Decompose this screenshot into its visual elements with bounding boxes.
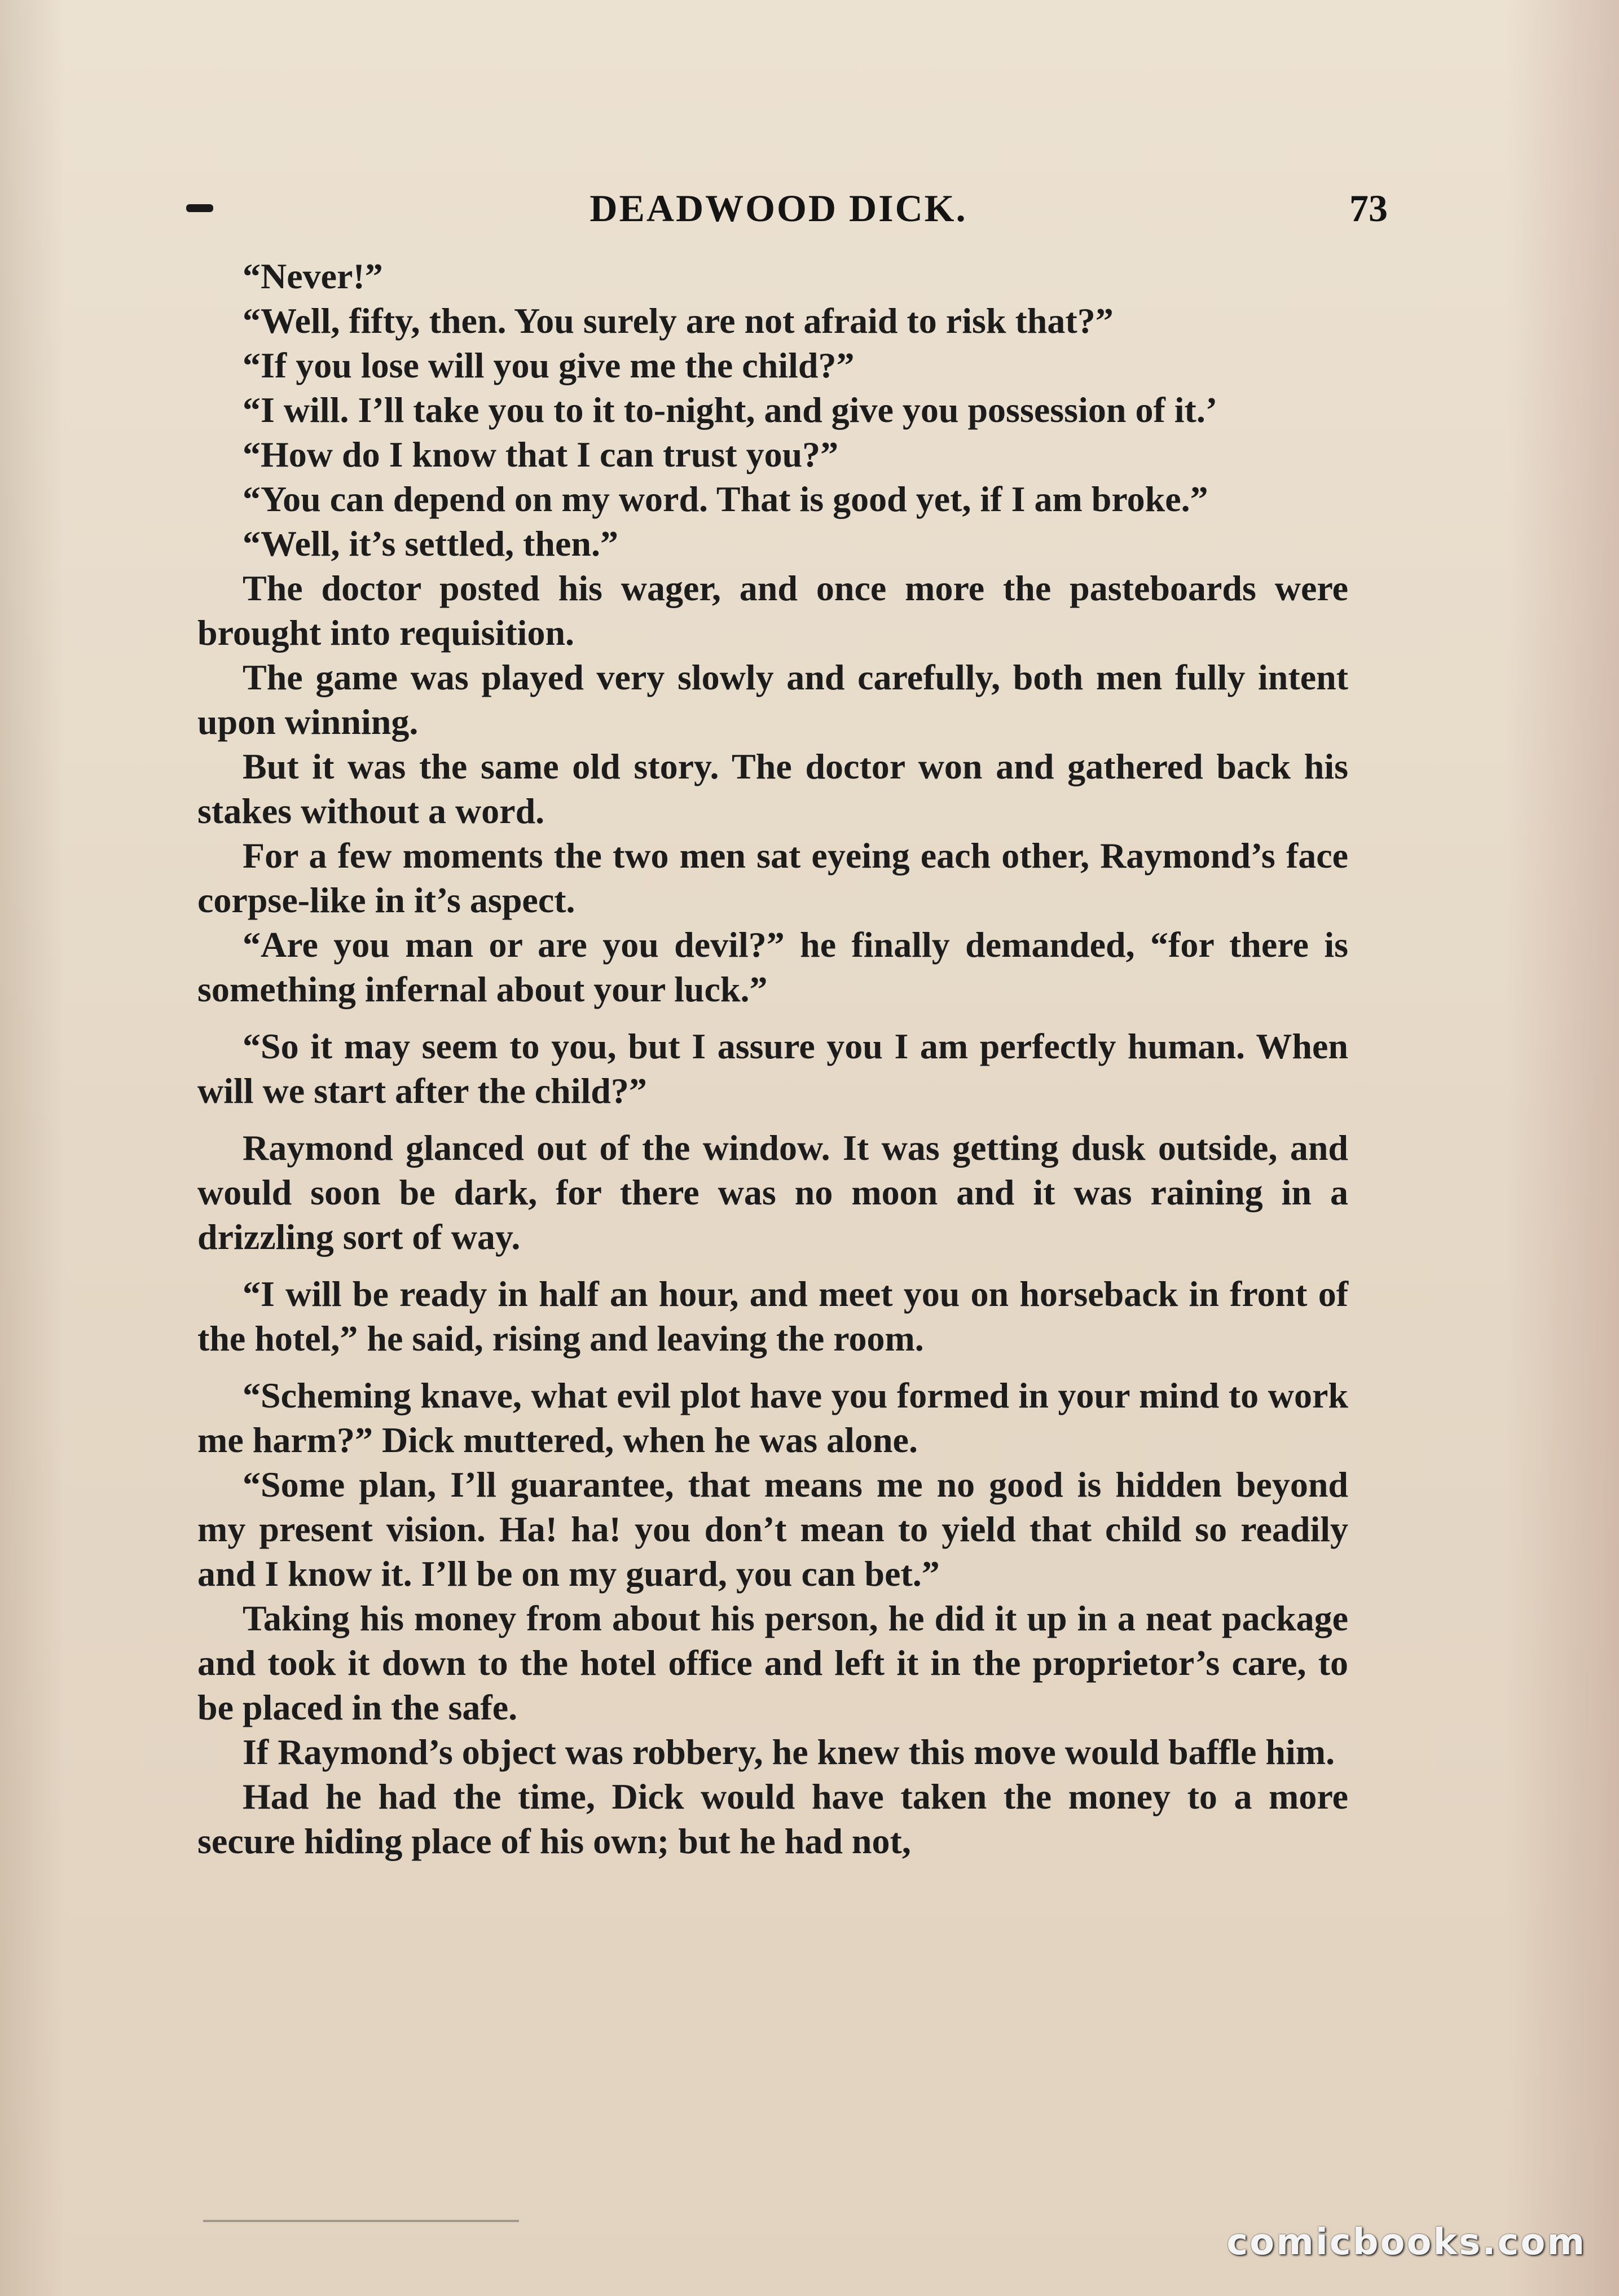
paragraph: “Well, it’s settled, then.” bbox=[243, 524, 618, 564]
paragraph: Taking his money from about his person, he did it up in a neat package and took it down to the hotel office and left it in the proprietor’s care, to be placed in the safe. bbox=[197, 1598, 1348, 1727]
paragraph: “How do I know that I can trust you?” bbox=[243, 434, 839, 474]
paragraph: “I will be ready in half an hour, and meet you on horseback in front of the hotel,” he said, rising and leaving the room. bbox=[197, 1274, 1348, 1358]
page-number: 73 bbox=[1349, 187, 1388, 230]
body-text bbox=[197, 254, 1348, 1863]
paragraph: Raymond glanced out of the window. It was getting dusk outside, and would soon be dark, for there was no moon and it was raining in a drizzling sort of way. bbox=[197, 1128, 1348, 1257]
paragraph: “So it may seem to you, but I assure you I am perfectly human. When will we start after the child?” bbox=[197, 1026, 1348, 1111]
page-header bbox=[192, 181, 1388, 243]
paragraph: If Raymond’s object was robbery, he knew this move would baffle him. bbox=[243, 1732, 1335, 1772]
paragraph: For a few moments the two men sat eyeing each other, Raymond’s face corpse-like in it’s aspect. bbox=[197, 835, 1348, 920]
site-watermark: comicbooks.com bbox=[1226, 2222, 1586, 2263]
paragraph: “Never!” bbox=[243, 256, 383, 296]
paragraph: But it was the same old story. The doctor won and gathered back his stakes without a word. bbox=[197, 746, 1348, 831]
running-head-title: DEADWOOD DICK. bbox=[589, 187, 967, 230]
paragraph: “Some plan, I’ll guarantee, that means me no good is hidden beyond my present vision. Ha! ha! you don’t mean to yield that child so readily and I know it. I’ll be on my guard, you can bet.” bbox=[197, 1464, 1348, 1594]
paragraph: “You can depend on my word. That is good yet, if I am broke.” bbox=[243, 479, 1208, 519]
paragraph: The doctor posted his wager, and once more the pasteboards were brought into requisition. bbox=[197, 568, 1348, 653]
paragraph: “Are you man or are you devil?” he finally demanded, “for there is something infernal about your luck.” bbox=[197, 925, 1348, 1009]
paragraph: “If you lose will you give me the child?” bbox=[243, 345, 855, 385]
paragraph: “Well, fifty, then. You surely are not afraid to risk that?” bbox=[243, 301, 1114, 341]
footer-rule bbox=[203, 2220, 519, 2222]
paragraph: “I will. I’ll take you to it to-night, and give you possession of it.’ bbox=[243, 390, 1218, 430]
paragraph: “Scheming knave, what evil plot have you formed in your mind to work me harm?” Dick muttered, when he was alone. bbox=[197, 1375, 1348, 1460]
paragraph: Had he had the time, Dick would have taken the money to a more secure hiding place of his own; but he had not, bbox=[197, 1776, 1348, 1861]
paragraph: The game was played very slowly and carefully, both men fully intent upon winning. bbox=[197, 657, 1348, 742]
